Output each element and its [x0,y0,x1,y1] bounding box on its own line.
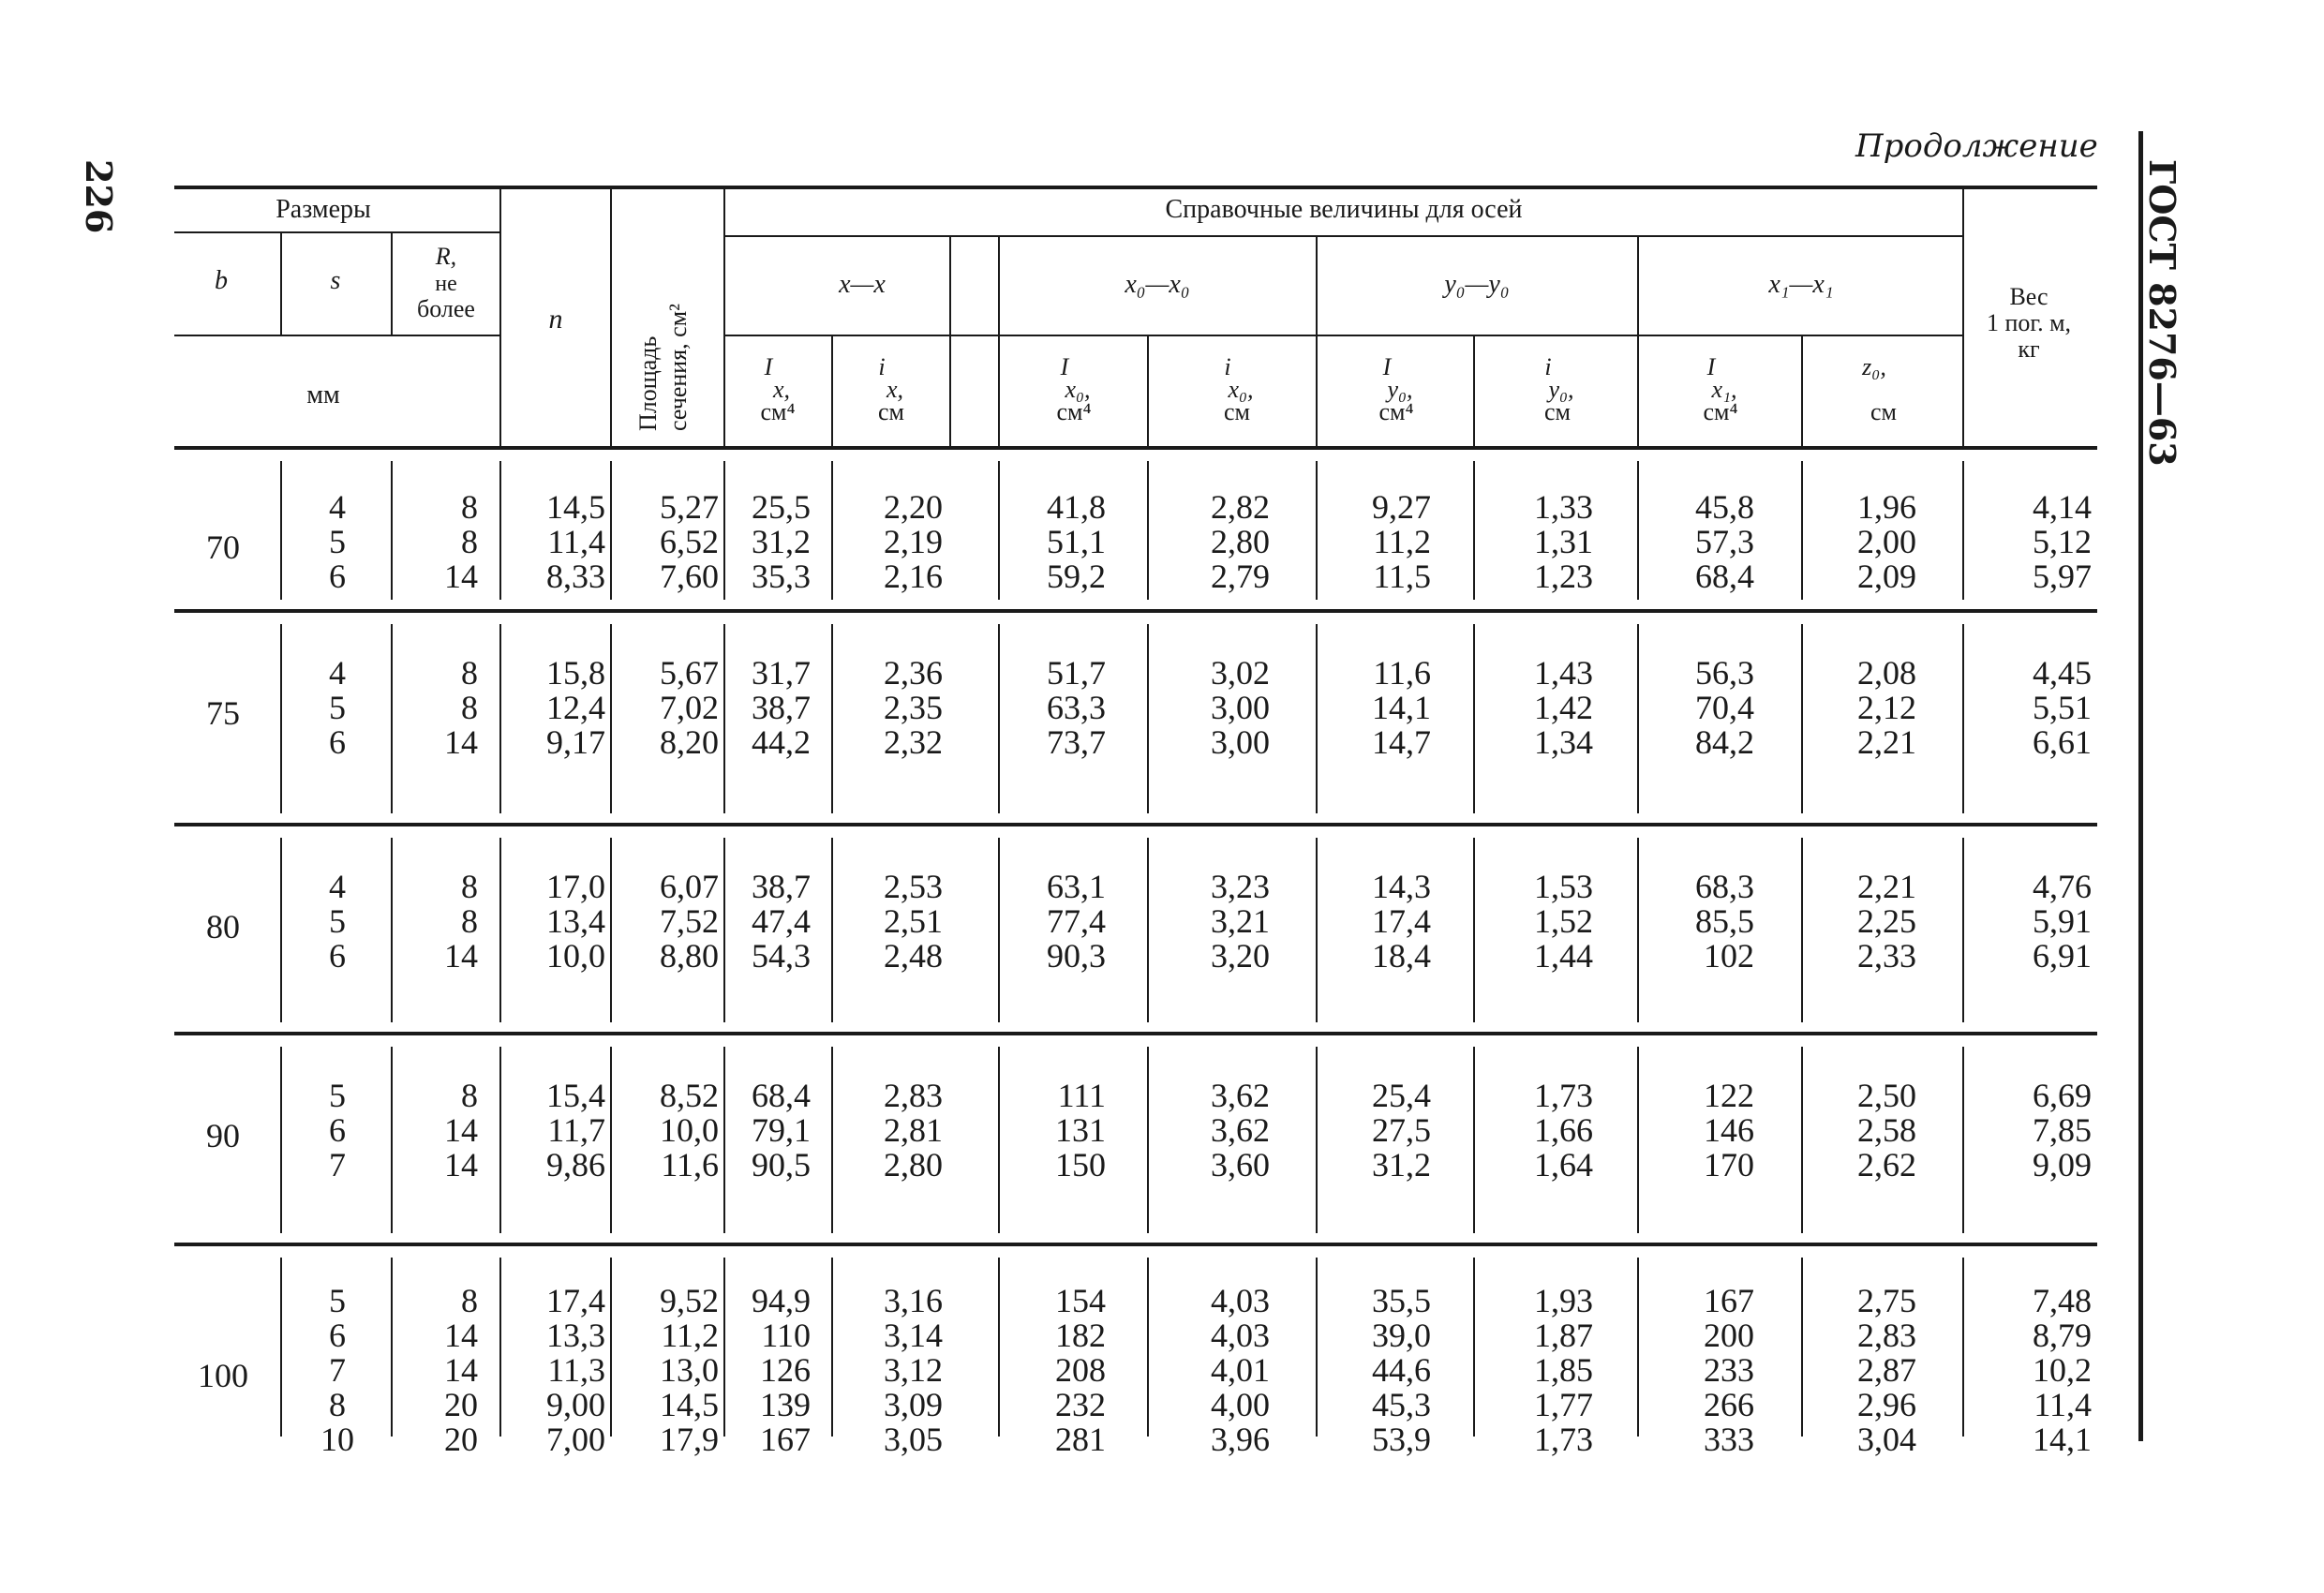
cell: 4 [329,868,346,905]
cell: 5 [329,1077,346,1114]
cell: 5,12 [2033,523,2092,560]
cell: 31,7 [752,654,811,692]
cell: 3,00 [1211,689,1270,726]
cell: 38,7 [752,689,811,726]
cell: 3,96 [1211,1421,1270,1458]
cell: 9,52 [660,1282,719,1319]
header-sub-axis: y₀, [1548,376,1574,403]
header-weight-1: Вес [2009,283,2048,310]
standard-label: ГОСТ 8276—63 [2141,159,2183,467]
cell: 2,87 [1857,1351,1916,1389]
cell: 1,53 [1534,868,1593,905]
cell: 6 [329,1317,346,1354]
cell: 11,2 [1373,523,1431,560]
cell: 3,62 [1211,1111,1270,1149]
cell: 3,12 [884,1351,943,1389]
cell: 11,6 [661,1146,719,1184]
header-area-2: сечения, см² [664,304,692,431]
cell: 44,2 [752,723,811,761]
cell: 94,9 [752,1282,811,1319]
header-sub-unit: см⁴ [1056,398,1092,425]
cell: 31,2 [1372,1146,1431,1184]
cell: 8 [461,689,478,726]
cell: 8 [461,1077,478,1114]
cell: 6 [329,937,346,975]
cell: 25,4 [1372,1077,1431,1114]
cell: 11,4 [2034,1386,2092,1423]
cell: 51,1 [1047,523,1106,560]
cell: 2,58 [1857,1111,1916,1149]
header-sub-sym: i [1224,353,1231,380]
cell: 2,16 [884,558,943,595]
cell: 8,20 [660,723,719,761]
row-b-100: 100 [198,1357,248,1394]
cell: 79,1 [752,1111,811,1149]
cell: 1,33 [1534,488,1593,526]
cell: 6 [329,558,346,595]
cell: 6,61 [2033,723,2092,761]
header-sub-unit: см [1224,398,1250,425]
cell: 14,5 [660,1386,719,1423]
header-ref-values: Справочные величины для осей [1165,195,1523,224]
header-sub-axis: x, [886,376,904,403]
cell: 90,3 [1047,937,1106,975]
cell: 77,4 [1047,902,1106,940]
cell: 8 [461,488,478,526]
cell: 3,04 [1857,1421,1916,1458]
cell: 68,4 [752,1077,811,1114]
cell: 102 [1704,937,1754,975]
cell: 3,20 [1211,937,1270,975]
cell: 8 [461,523,478,560]
header-n: n [548,304,563,335]
cell: 9,00 [546,1386,605,1423]
cell: 2,81 [884,1111,943,1149]
cell: 1,31 [1534,523,1593,560]
cell: 2,12 [1857,689,1916,726]
cell: 14 [444,937,478,975]
cell: 17,4 [546,1282,605,1319]
header-mm: мм [306,380,340,409]
cell: 85,5 [1695,902,1754,940]
cell: 182 [1055,1317,1106,1354]
header-area-1: Площадь [634,335,662,431]
cell: 14 [444,1317,478,1354]
cell: 9,17 [546,723,605,761]
cell: 1,77 [1534,1386,1593,1423]
header-R-more: более [417,295,475,322]
cell: 2,83 [1857,1317,1916,1354]
cell: 281 [1055,1421,1106,1458]
header-sub-axis: x₀, [1065,376,1091,403]
cell: 1,85 [1534,1351,1593,1389]
cell: 84,2 [1695,723,1754,761]
cell: 3,21 [1211,902,1270,940]
cell: 2,82 [1211,488,1270,526]
cell: 2,48 [884,937,943,975]
cell: 2,62 [1857,1146,1916,1184]
cell: 2,80 [884,1146,943,1184]
cell: 2,09 [1857,558,1916,595]
cell: 17,9 [660,1421,719,1458]
header-sub-unit: см⁴ [1378,398,1414,425]
cell: 7,60 [660,558,719,595]
cell: 2,35 [884,689,943,726]
cell: 208 [1055,1351,1106,1389]
cell: 3,09 [884,1386,943,1423]
cell: 8 [461,868,478,905]
cell: 17,0 [546,868,605,905]
cell: 2,08 [1857,654,1916,692]
cell: 4,03 [1211,1282,1270,1319]
cell: 5 [329,902,346,940]
cell: 18,4 [1372,937,1431,975]
cell: 8,52 [660,1077,719,1114]
header-sub-axis: x₀, [1228,376,1254,403]
cell: 68,3 [1695,868,1754,905]
cell: 233 [1704,1351,1754,1389]
cell: 1,43 [1534,654,1593,692]
continued-label: Продолжение [1855,127,2098,165]
cell: 167 [760,1421,811,1458]
header-sub-unit: см [1544,398,1571,425]
cell: 3,00 [1211,723,1270,761]
cell: 3,05 [884,1421,943,1458]
header-axis-2: y₀—y₀ [1444,270,1510,299]
cell: 14 [444,558,478,595]
cell: 1,87 [1534,1317,1593,1354]
cell: 57,3 [1695,523,1754,560]
cell: 154 [1055,1282,1106,1319]
cell: 14,5 [546,488,605,526]
cell: 7,85 [2033,1111,2092,1149]
cell: 7,00 [546,1421,605,1458]
cell: 14,1 [1372,689,1431,726]
cell: 11,6 [1373,654,1431,692]
cell: 25,5 [752,488,811,526]
row-b-80: 80 [206,908,240,945]
header-sub-sym: i [1544,353,1552,380]
cell: 35,3 [752,558,811,595]
cell: 232 [1055,1386,1106,1423]
cell: 2,51 [884,902,943,940]
cell: 8 [461,654,478,692]
cell: 2,53 [884,868,943,905]
cell: 6,07 [660,868,719,905]
cell: 12,4 [546,689,605,726]
cell: 51,7 [1047,654,1106,692]
header-sub-sym: I [1706,353,1716,380]
cell: 6,91 [2033,937,2092,975]
cell: 14 [444,1351,478,1389]
cell: 9,27 [1372,488,1431,526]
cell: 7,02 [660,689,719,726]
cell: 2,32 [884,723,943,761]
cell: 7 [329,1146,346,1184]
cell: 8,33 [546,558,605,595]
cell: 2,80 [1211,523,1270,560]
header-sub-sym: z₀, [1862,353,1886,380]
cell: 59,2 [1047,558,1106,595]
cell: 1,44 [1534,937,1593,975]
cell: 17,4 [1372,902,1431,940]
cell: 63,1 [1047,868,1106,905]
cell: 14 [444,1146,478,1184]
cell: 14 [444,1111,478,1149]
cell: 1,93 [1534,1282,1593,1319]
cell: 10,0 [546,937,605,975]
cell: 13,4 [546,902,605,940]
cell: 5,67 [660,654,719,692]
cell: 68,4 [1695,558,1754,595]
cell: 3,23 [1211,868,1270,905]
cell: 56,3 [1695,654,1754,692]
header-sub-sym: I [1382,353,1392,380]
cell: 131 [1055,1111,1106,1149]
cell: 8 [329,1386,346,1423]
cell: 1,96 [1857,488,1916,526]
cell: 8 [461,1282,478,1319]
cell: 1,34 [1534,723,1593,761]
cell: 2,00 [1857,523,1916,560]
cell: 63,3 [1047,689,1106,726]
cell: 4 [329,488,346,526]
cell: 41,8 [1047,488,1106,526]
cell: 5,51 [2033,689,2092,726]
cell: 7 [329,1351,346,1389]
cell: 8,80 [660,937,719,975]
page-number: 226 [78,159,120,234]
cell: 39,0 [1372,1317,1431,1354]
cell: 5 [329,1282,346,1319]
header-sub-unit: см⁴ [760,398,796,425]
cell: 333 [1704,1421,1754,1458]
header-s: s [330,266,341,295]
cell: 1,73 [1534,1421,1593,1458]
cell: 20 [444,1386,478,1423]
cell: 200 [1704,1317,1754,1354]
cell: 111 [1057,1077,1106,1114]
row-b-90: 90 [206,1117,240,1154]
cell: 5,97 [2033,558,2092,595]
cell: 11,3 [547,1351,605,1389]
cell: 110 [761,1317,811,1354]
cell: 13,0 [660,1351,719,1389]
cell: 53,9 [1372,1421,1431,1458]
cell: 10,2 [2033,1351,2092,1389]
cell: 10 [320,1421,354,1458]
header-b: b [215,266,228,295]
cell: 7,48 [2033,1282,2092,1319]
cell: 4,76 [2033,868,2092,905]
cell: 54,3 [752,937,811,975]
cell: 150 [1055,1146,1106,1184]
cell: 2,79 [1211,558,1270,595]
cell: 4,01 [1211,1351,1270,1389]
cell: 3,60 [1211,1146,1270,1184]
cell: 146 [1704,1111,1754,1149]
cell: 6 [329,1111,346,1149]
cell: 3,62 [1211,1077,1270,1114]
cell: 15,8 [546,654,605,692]
cell: 38,7 [752,868,811,905]
header-axis-3: x₁—x₁ [1768,270,1834,299]
cell: 5 [329,689,346,726]
cell: 1,23 [1534,558,1593,595]
cell: 9,09 [2033,1146,2092,1184]
cell: 8 [461,902,478,940]
cell: 6 [329,723,346,761]
cell: 73,7 [1047,723,1106,761]
cell: 2,83 [884,1077,943,1114]
header-sub-axis: x, [772,376,791,403]
cell: 4,14 [2033,488,2092,526]
cell: 2,96 [1857,1386,1916,1423]
header-weight-3: кг [2018,335,2040,363]
cell: 2,19 [884,523,943,560]
cell: 6,69 [2033,1077,2092,1114]
row-b-75: 75 [206,694,240,732]
cell: 266 [1704,1386,1754,1423]
header-sub-unit: см [1870,398,1897,425]
cell: 4,45 [2033,654,2092,692]
cell: 3,14 [884,1317,943,1354]
cell: 3,02 [1211,654,1270,692]
cell: 2,75 [1857,1282,1916,1319]
cell: 4,03 [1211,1317,1270,1354]
cell: 14,1 [2033,1421,2092,1458]
cell: 70,4 [1695,689,1754,726]
cell: 31,2 [752,523,811,560]
cell: 2,33 [1857,937,1916,975]
cell: 14,3 [1372,868,1431,905]
cell: 11,7 [547,1111,605,1149]
cell: 6,52 [660,523,719,560]
header-sub-axis: x₁, [1711,376,1737,403]
header-axis-1: x₀—x₀ [1125,270,1190,299]
cell: 35,5 [1372,1282,1431,1319]
header-axis-0: x—x [839,270,886,299]
cell: 3,16 [884,1282,943,1319]
cell: 11,2 [661,1317,719,1354]
header-sizes: Размеры [276,195,371,224]
cell: 1,73 [1534,1077,1593,1114]
cell: 44,6 [1372,1351,1431,1389]
cell: 5,91 [2033,902,2092,940]
row-b-70: 70 [206,529,240,566]
cell: 45,3 [1372,1386,1431,1423]
cell: 1,64 [1534,1146,1593,1184]
cell: 90,5 [752,1146,811,1184]
cell: 2,21 [1857,868,1916,905]
cell: 2,36 [884,654,943,692]
header-sub-unit: см⁴ [1703,398,1738,425]
header-R-ne: не [435,272,457,296]
cell: 170 [1704,1146,1754,1184]
header-sub-sym: I [1060,353,1069,380]
cell: 15,4 [546,1077,605,1114]
cell: 4,00 [1211,1386,1270,1423]
header-sub-axis: y₀, [1387,376,1413,403]
header-R: R, [435,243,457,270]
cell: 1,42 [1534,689,1593,726]
cell: 167 [1704,1282,1754,1319]
cell: 13,3 [546,1317,605,1354]
cell: 47,4 [752,902,811,940]
cell: 8,79 [2033,1317,2092,1354]
header-weight-2: 1 пог. м, [1986,309,2072,336]
cell: 5,27 [660,488,719,526]
cell: 14,7 [1372,723,1431,761]
cell: 139 [760,1386,811,1423]
cell: 20 [444,1421,478,1458]
cell: 1,52 [1534,902,1593,940]
cell: 2,25 [1857,902,1916,940]
cell: 11,5 [1373,558,1431,595]
cell: 2,50 [1857,1077,1916,1114]
cell: 1,66 [1534,1111,1593,1149]
cell: 7,52 [660,902,719,940]
cell: 45,8 [1695,488,1754,526]
header-sub-unit: см [878,398,904,425]
cell: 11,4 [547,523,605,560]
cell: 14 [444,723,478,761]
header-sub-sym: i [878,353,886,380]
header-sub-sym: I [764,353,773,380]
cell: 122 [1704,1077,1754,1114]
cell: 4 [329,654,346,692]
cell: 2,21 [1857,723,1916,761]
cell: 27,5 [1372,1111,1431,1149]
cell: 9,86 [546,1146,605,1184]
cell: 5 [329,523,346,560]
cell: 126 [760,1351,811,1389]
cell: 10,0 [660,1111,719,1149]
cell: 2,20 [884,488,943,526]
